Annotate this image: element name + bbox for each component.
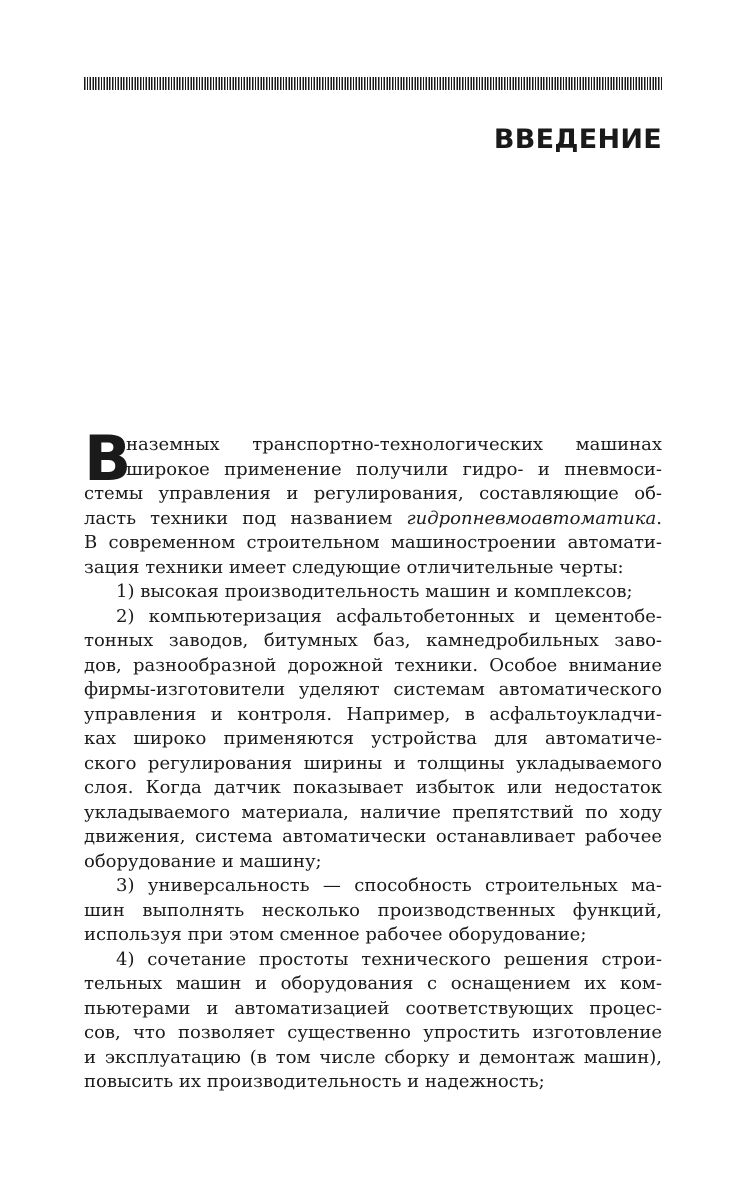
text-span: . (656, 507, 662, 529)
text-line: тельных машин и оборудования с оснащением их ком- (84, 973, 662, 994)
text-line: и эксплуатацию (в том числе сборку и демонтаж машин), (84, 1046, 662, 1068)
text-line: широкое применение получили гидро- и пневмоси- (126, 458, 662, 480)
list-item-2: 2) компьютеризация асфальтобетонных и цементобе- (116, 605, 662, 627)
text-line: ского регулирования ширины и толщины укладываемого (84, 752, 662, 774)
body-text (84, 422, 662, 1095)
text-line: оборудование и машину; (84, 850, 322, 872)
text-line: укладываемого материала, наличие препятствий по ходу (84, 801, 662, 823)
list-item-4: 4) сочетание простоты технического решения строи- (116, 948, 662, 970)
text-line: тонных заводов, битумных баз, камнедробильных заво- (84, 630, 662, 651)
drop-cap: В (84, 422, 132, 495)
text-line: сов, что позволяет существенно упростить изготовление (84, 1022, 662, 1043)
text-line: зация техники имеет следующие отличительные черты: (84, 556, 624, 578)
text-line: фирмы-изготовители уделяют системам автоматического (84, 679, 662, 700)
text-line: пьютерами и автоматизацией соответствующих процес- (84, 997, 662, 1019)
text-line: управления и контроля. Например, в асфальтоукладчи- (84, 703, 662, 725)
text-line: стемы управления и регулирования, составляющие об- (84, 483, 662, 504)
italic-term: гидропневмоавтоматика (406, 507, 657, 529)
text-line: повысить их производительность и надежность; (84, 1071, 545, 1092)
text-line: ках широко применяются устройства для автоматиче- (84, 728, 662, 749)
text-line: слоя. Когда датчик показывает избыток или недостаток (84, 777, 662, 798)
text-line: шин выполнять несколько производственных функций, (84, 899, 662, 921)
text-line: используя при этом сменное рабочее оборудование; (84, 924, 587, 945)
text-line (84, 507, 662, 532)
header-rule (84, 77, 662, 90)
text-line: движения, система автоматически останавливает рабочее (84, 826, 662, 847)
text-span: ласть техники под названием (84, 507, 407, 529)
text-line: дов, разнообразной дорожной техники. Особое внимание (84, 654, 662, 676)
list-item-1: 1) высокая производительность машин и комплексов; (116, 581, 633, 602)
list-item-3: 3) универсальность — способность строительных ма- (116, 875, 662, 896)
text-line: В современном строительном машиностроении автомати- (84, 532, 662, 553)
chapter-title: ВВЕДЕНИЕ (493, 124, 662, 155)
text-line: наземных транспортно-технологических машинах (126, 434, 662, 455)
